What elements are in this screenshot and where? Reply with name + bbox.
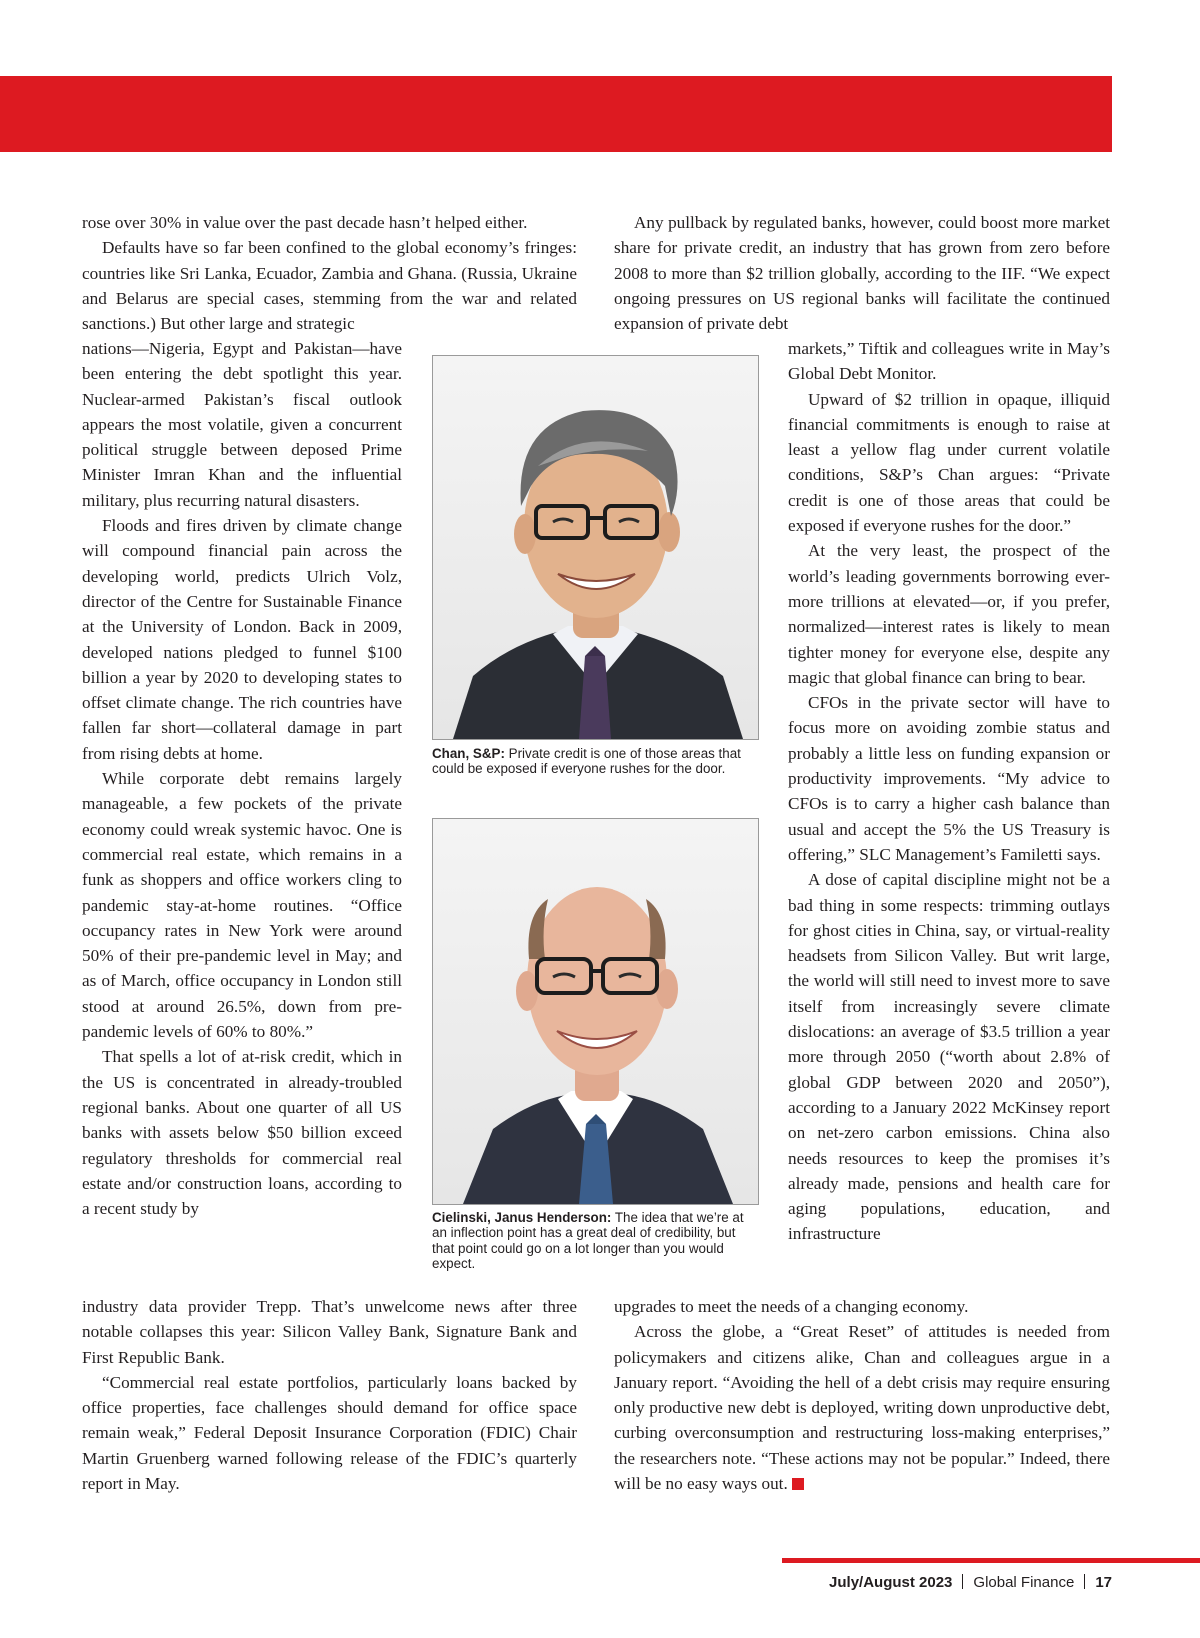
caption-chan-text: Private credit is one of those areas that could be exposed if everyone rushes for the door. <box>432 746 741 777</box>
caption-cielinski-text: The idea that we’re at an inflection point has a great deal of credibility, but that point could go on a lot longer than you would expect. <box>432 1210 744 1272</box>
footer-rule <box>782 1558 1200 1563</box>
right-paragraph-3: Upward of $2 trillion in opaque, illiquid financial commitments is enough to raise at least a yellow flag under current volatile conditions, S&P’s Chan argues: “Private credit is one of those areas that could be exposed if everyone rushes for the door.” <box>788 389 1110 536</box>
footer-page-number: 17 <box>1095 1574 1112 1591</box>
right-paragraph-4: At the very least, the prospect of the world’s leading governments borrowing ever-more trillions at elevated—or, if you prefer, normalized—interest rates is likely to mean tighter money for everyone else, despite any magic that global finance can bring to bear. <box>788 541 1110 687</box>
left-paragraph-3: nations—Nigeria, Egypt and Pakistan—have been entering the debt spotlight this year. Nuclear-armed Pakistan’s fiscal outlook appears the most volatile, given a concurrent political struggle between deposed Prime Minister Imran Khan and the influential military, plus recurring natural disasters. <box>82 339 402 510</box>
header-red-band <box>0 76 1112 152</box>
right-column-narrow <box>788 336 1110 1247</box>
caption-chan-name: Chan, S&P: <box>432 746 505 761</box>
caption-chan <box>432 746 757 777</box>
end-mark-icon <box>792 1478 804 1490</box>
right-paragraph-7: upgrades to meet the needs of a changing economy. <box>614 1297 969 1316</box>
left-paragraph-1: rose over 30% in value over the past decade hasn’t helped either. <box>82 213 528 232</box>
left-paragraph-6: That spells a lot of at-risk credit, which in the US is concentrated in already-troubled regional banks. About one quarter of all US banks with assets below $50 billion exceed regulatory thresholds for commercial real estate and/or construction loans, according to a recent study by <box>82 1047 402 1219</box>
page-footer <box>829 1574 1112 1591</box>
portrait-chan-illustration <box>433 356 758 739</box>
portrait-photo-chan <box>432 355 759 740</box>
caption-cielinski <box>432 1210 757 1272</box>
right-column-bottom <box>614 1294 1110 1496</box>
right-paragraph-1: Any pullback by regulated banks, however, could boost more market share for private credit, an industry that has grown from zero before 2008 to more than $2 trillion globally, according to the IIF. “We expect ongoing pressures on US regional banks will facilitate the continued expansion of private debt <box>614 213 1110 334</box>
left-paragraph-5: While corporate debt remains largely manageable, a few pockets of the private economy could wreak systemic havoc. One is commercial real estate, which remains in a funk as shoppers and office workers cling to pandemic stay-at-home routines. “Office occupancy rates in New York were around 50% of their pre-pandemic level in May; and as of March, office occupancy in London still stood at around 26.5%, down from pre-pandemic levels of 60% to 80%.” <box>82 769 402 1042</box>
left-column-top <box>82 210 577 336</box>
footer-separator <box>962 1574 963 1589</box>
left-paragraph-4: Floods and fires driven by climate change will compound financial pain across the developing world, predicts Ulrich Volz, director of the Centre for Sustainable Finance at the University of London. Back in 2009, developed nations pledged to funnel $100 billion a year by 2020 to developing states to offset climate change. The rich countries have fallen far short—collateral damage in part from rising debts at home. <box>82 516 402 763</box>
footer-separator <box>1084 1574 1085 1589</box>
footer-publication: Global Finance <box>973 1574 1075 1591</box>
left-column-bottom <box>82 1294 577 1496</box>
right-paragraph-5: CFOs in the private sector will have to focus more on avoiding zombie status and probably a little less on funding expansion or productivity improvements. “My advice to CFOs is to carry a higher cash balance than usual and accept the 5% the US Treasury is offering,” SLC Management’s Familetti says. <box>788 693 1110 864</box>
left-paragraph-8: “Commercial real estate portfolios, particularly loans backed by office properties, face challenges should demand for office space remain weak,” Federal Deposit Insurance Corporation (FDIC) Chair Martin Gruenberg warned following release of the FDIC’s quarterly report in May. <box>82 1372 577 1494</box>
footer-issue: July/August 2023 <box>829 1574 953 1591</box>
caption-cielinski-name: Cielinski, Janus Henderson: <box>432 1210 612 1225</box>
right-column-top <box>614 210 1110 336</box>
left-column-narrow <box>82 336 402 1221</box>
portrait-cielinski-illustration <box>433 819 758 1204</box>
portrait-photo-cielinski <box>432 818 759 1205</box>
left-paragraph-2: Defaults have so far been confined to the global economy’s fringes: countries like Sri Lanka, Ecuador, Zambia and Ghana. (Russia, Ukraine and Belarus are special cases, stemming from the war and related sanctions.) But other large and strategic <box>82 238 577 334</box>
right-paragraph-8 <box>614 1319 1110 1496</box>
right-paragraph-2: markets,” Tiftik and colleagues write in May’s Global Debt Monitor. <box>788 339 1110 384</box>
left-paragraph-7: industry data provider Trepp. That’s unwelcome news after three notable collapses this year: Silicon Valley Bank, Signature Bank and First Republic Bank. <box>82 1297 577 1367</box>
right-paragraph-6: A dose of capital discipline might not be a bad thing in some respects: trimming outlays for ghost cities in China, say, or virtual-reality headsets from Silicon Valley. But writ large, the world will still need to invest more to save itself from increasingly severe climate dislocations: an average of $3.5 trillion a year more through 2050 (“worth about 2.8% of global GDP between 2020 and 2050”), according to a January 2022 McKinsey report on net-zero carbon emissions. China also needs resources to keep the promises it’s already made, pensions and health care for aging populations, education, and infrastructure <box>788 870 1110 1244</box>
right-paragraph-8-text: Across the globe, a “Great Reset” of attitudes is needed from policymakers and citizens alike, Chan and colleagues argue in a January report. “Avoiding the hell of a debt crisis may require ensuring only productive new debt is deployed, writing down unproductive debt, curbing overconsumption and restructuring loss-making enterprises,” the researchers note. “These actions may not be popular.” Indeed, there will be no easy ways out. <box>614 1322 1110 1494</box>
